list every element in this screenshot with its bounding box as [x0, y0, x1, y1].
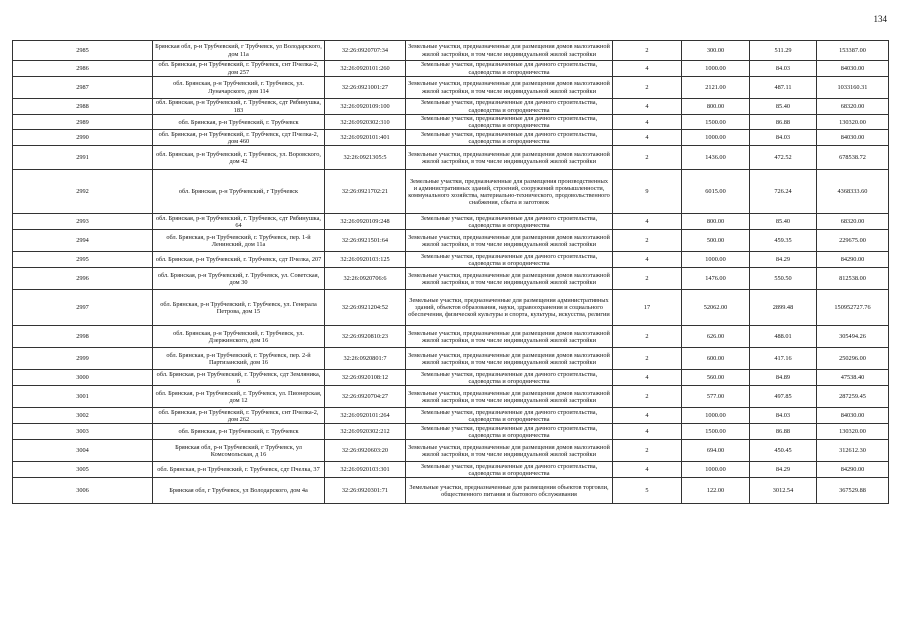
cell-address: обл. Брянская, р-н Трубчевский, г. Трубчевск, сдт Пчелка, 37 [153, 462, 325, 478]
cell-area: 1000.00 [682, 130, 750, 146]
cell-land-use: Земельные участки, предназначенные для дачного строительства, садоводства и огородничества [406, 252, 613, 268]
cell-cadastral-number: 32:26:0921204:52 [325, 290, 406, 326]
cell-number: 2989 [13, 115, 153, 130]
cell-area: 1476.00 [682, 268, 750, 290]
table-row [13, 440, 889, 462]
table-row [13, 115, 889, 130]
cell-specific-value: 450.45 [750, 440, 817, 462]
table-row [13, 386, 889, 408]
cell-cadastral-value: 150952727.76 [817, 290, 889, 326]
cell-specific-value: 459.35 [750, 230, 817, 252]
cell-specific-value: 488.01 [750, 326, 817, 348]
cell-cadastral-value: 4368333.60 [817, 170, 889, 214]
cell-specific-value: 726.24 [750, 170, 817, 214]
cell-land-use: Земельные участки, предназначенные для дачного строительства, садоводства и огородничества [406, 99, 613, 115]
cell-cadastral-value: 287259.45 [817, 386, 889, 408]
cell-land-use: Земельные участки, предназначенные для размещения производственных и административных зданий, строений, сооружений промышленности, коммунального хозяйства, материально-технического, продовольственного снабжения, сбыта и заготовок [406, 170, 613, 214]
cell-group: 2 [613, 41, 682, 61]
cell-address: обл. Брянская, р-н Трубчевский, г. Трубчевск, снт Пчелка-2, дом 257 [153, 61, 325, 77]
table-row [13, 146, 889, 170]
page-number: 134 [873, 14, 887, 24]
cell-number: 2993 [13, 214, 153, 230]
cell-land-use: Земельные участки, предназначенные для размещения домов малоэтажной жилой застройки, в том числе индивидуальной жилой застройки [406, 268, 613, 290]
cell-group: 2 [613, 386, 682, 408]
cell-cadastral-number: 32:26:0921001:27 [325, 77, 406, 99]
cell-group: 4 [613, 130, 682, 146]
cell-number: 3006 [13, 478, 153, 504]
cell-cadastral-value: 367529.88 [817, 478, 889, 504]
cell-group: 2 [613, 440, 682, 462]
cell-specific-value: 84.03 [750, 130, 817, 146]
table-row [13, 326, 889, 348]
cell-area: 577.00 [682, 386, 750, 408]
cell-cadastral-value: 305494.26 [817, 326, 889, 348]
cell-address: обл. Брянская, р-н Трубчевский, г. Трубчевск, сдт Рябинушка, 64 [153, 214, 325, 230]
cell-cadastral-value: 130320.00 [817, 115, 889, 130]
cell-group: 2 [613, 146, 682, 170]
table-row [13, 130, 889, 146]
cell-area: 500.00 [682, 230, 750, 252]
cell-group: 5 [613, 478, 682, 504]
cell-land-use: Земельные участки, предназначенные для дачного строительства, садоводства и огородничества [406, 370, 613, 386]
cell-cadastral-value: 47538.40 [817, 370, 889, 386]
cell-land-use: Земельные участки, предназначенные для размещения домов малоэтажной жилой застройки, в том числе индивидуальной жилой застройки [406, 41, 613, 61]
table-row [13, 478, 889, 504]
cell-group: 2 [613, 77, 682, 99]
cell-specific-value: 84.89 [750, 370, 817, 386]
cell-land-use: Земельные участки, предназначенные для дачного строительства, садоводства и огородничества [406, 61, 613, 77]
table-row [13, 408, 889, 424]
cell-cadastral-value: 84030.00 [817, 61, 889, 77]
cell-cadastral-number: 32:26:0920101:401 [325, 130, 406, 146]
cell-land-use: Земельные участки, предназначенные для размещения домов малоэтажной жилой застройки, в том числе индивидуальной жилой застройки [406, 326, 613, 348]
cell-cadastral-number: 32:26:0920707:34 [325, 41, 406, 61]
cell-group: 4 [613, 61, 682, 77]
cell-area: 1000.00 [682, 61, 750, 77]
cell-address: обл. Брянская, р-н Трубчевский, г. Трубчевск [153, 115, 325, 130]
table-row [13, 290, 889, 326]
cell-group: 2 [613, 326, 682, 348]
cell-number: 2995 [13, 252, 153, 268]
cell-address: обл. Брянская, р-н Трубчевский, г. Трубчевск, ул. Луначарского, дом 114 [153, 77, 325, 99]
cell-address: обл. Брянская, р-н Трубчевский, г. Трубчевск, сдт Пчелка-2, дом 460 [153, 130, 325, 146]
cell-cadastral-value: 84290.00 [817, 462, 889, 478]
cell-specific-value: 85.40 [750, 99, 817, 115]
cell-number: 3003 [13, 424, 153, 440]
cell-specific-value: 86.88 [750, 424, 817, 440]
table-row [13, 462, 889, 478]
cell-address: обл. Брянская, р-н Трубчевский, г. Трубчевск [153, 424, 325, 440]
cell-specific-value: 2899.48 [750, 290, 817, 326]
cell-cadastral-value: 812538.00 [817, 268, 889, 290]
cell-area: 1000.00 [682, 252, 750, 268]
cell-cadastral-number: 32:26:0920810:23 [325, 326, 406, 348]
cell-group: 9 [613, 170, 682, 214]
cell-specific-value: 487.11 [750, 77, 817, 99]
cell-land-use: Земельные участки, предназначенные для размещения домов малоэтажной жилой застройки, в том числе индивидуальной жилой застройки [406, 440, 613, 462]
cell-address: обл. Брянская, р-н Трубчевский, г. Трубчевск, ул. Пионерская, дом 12 [153, 386, 325, 408]
cell-number: 3000 [13, 370, 153, 386]
cell-group: 4 [613, 370, 682, 386]
cell-cadastral-value: 68320.00 [817, 99, 889, 115]
cell-address: обл. Брянская, р-н Трубчевский, г. Трубчевск, ул. Воровского, дом 42 [153, 146, 325, 170]
cell-cadastral-value: 153387.00 [817, 41, 889, 61]
cell-cadastral-number: 32:26:0920704:27 [325, 386, 406, 408]
cell-group: 2 [613, 230, 682, 252]
cell-specific-value: 84.29 [750, 252, 817, 268]
cell-number: 3002 [13, 408, 153, 424]
cell-number: 2998 [13, 326, 153, 348]
cell-cadastral-value: 84030.00 [817, 408, 889, 424]
cell-address: обл. Брянская, р-н Трубчевский, г. Трубчевск, ул. Дзержинского, дом 16 [153, 326, 325, 348]
table-row [13, 99, 889, 115]
cell-specific-value: 3012.54 [750, 478, 817, 504]
cell-cadastral-number: 32:26:0921702:21 [325, 170, 406, 214]
cell-land-use: Земельные участки, предназначенные для размещения домов малоэтажной жилой застройки, в том числе индивидуальной жилой застройки [406, 386, 613, 408]
cell-number: 2997 [13, 290, 153, 326]
cell-group: 4 [613, 424, 682, 440]
cell-cadastral-number: 32:26:0920801:7 [325, 348, 406, 370]
cell-cadastral-number: 32:26:0920109:100 [325, 99, 406, 115]
cell-number: 3004 [13, 440, 153, 462]
table-row [13, 230, 889, 252]
cell-cadastral-number: 32:26:0920706:6 [325, 268, 406, 290]
cell-cadastral-number: 32:26:0920301:71 [325, 478, 406, 504]
cell-area: 626.00 [682, 326, 750, 348]
cell-cadastral-number: 32:26:0920302:212 [325, 424, 406, 440]
cell-cadastral-number: 32:26:0920101:260 [325, 61, 406, 77]
cell-land-use: Земельные участки, предназначенные для размещения домов малоэтажной жилой застройки, в том числе индивидуальной жилой застройки [406, 348, 613, 370]
cell-land-use: Земельные участки, предназначенные для размещения административных зданий, объектов образования, науки, здравоохранения и социального обеспечения, физической культуры и спорта, культуры, искусства, религии [406, 290, 613, 326]
cell-address: Брянская обл, г Трубчевск, ул Володарского, дом 4а [153, 478, 325, 504]
cell-number: 2996 [13, 268, 153, 290]
cell-number: 2991 [13, 146, 153, 170]
table-row [13, 61, 889, 77]
cell-cadastral-number: 32:26:0920603:20 [325, 440, 406, 462]
cell-specific-value: 472.52 [750, 146, 817, 170]
cell-address: обл. Брянская, р-н Трубчевский, г Трубчевск [153, 170, 325, 214]
cell-address: обл. Брянская, р-н Трубчевский, г. Трубчевск, ул. Советская, дом 30 [153, 268, 325, 290]
cell-cadastral-value: 678538.72 [817, 146, 889, 170]
cell-address: обл. Брянская, р-н Трубчевский, г. Трубчевск, сдт Рябинушка, 183 [153, 99, 325, 115]
cell-cadastral-value: 130320.00 [817, 424, 889, 440]
cell-number: 2990 [13, 130, 153, 146]
cell-area: 560.00 [682, 370, 750, 386]
cell-group: 4 [613, 99, 682, 115]
table-row [13, 214, 889, 230]
cell-address: обл. Брянская, р-н Трубчевский, г. Трубчевск, сдт Земляника, 6 [153, 370, 325, 386]
table-row [13, 170, 889, 214]
table-row [13, 268, 889, 290]
cell-number: 2988 [13, 99, 153, 115]
cell-address: обл. Брянская, р-н Трубчевский, г. Трубчевск, сдт Пчелка, 207 [153, 252, 325, 268]
cell-area: 694.00 [682, 440, 750, 462]
cell-area: 52062.00 [682, 290, 750, 326]
cell-specific-value: 86.88 [750, 115, 817, 130]
cell-cadastral-value: 68320.00 [817, 214, 889, 230]
table-row [13, 424, 889, 440]
table-row [13, 348, 889, 370]
cell-area: 1500.00 [682, 424, 750, 440]
cell-area: 1436.00 [682, 146, 750, 170]
cell-land-use: Земельные участки, предназначенные для размещения домов малоэтажной жилой застройки, в том числе индивидуальной жилой застройки [406, 230, 613, 252]
table-row [13, 77, 889, 99]
cell-area: 6015.00 [682, 170, 750, 214]
table-row [13, 370, 889, 386]
cell-specific-value: 497.85 [750, 386, 817, 408]
cell-group: 2 [613, 348, 682, 370]
cell-number: 2994 [13, 230, 153, 252]
cell-area: 1500.00 [682, 115, 750, 130]
cell-area: 1000.00 [682, 408, 750, 424]
cell-group: 4 [613, 214, 682, 230]
cell-area: 600.00 [682, 348, 750, 370]
cell-specific-value: 84.29 [750, 462, 817, 478]
cell-address: Брянская обл, р-н Трубчевский, г Трубчевск, ул Володарского, дом 11а [153, 41, 325, 61]
table-row [13, 41, 889, 61]
cell-number: 3005 [13, 462, 153, 478]
cell-address: обл. Брянская, р-н Трубчевский, г. Трубчевск, пер. 1-й Ленинский, дом 11а [153, 230, 325, 252]
cell-group: 4 [613, 408, 682, 424]
cell-land-use: Земельные участки, предназначенные для размещения домов малоэтажной жилой застройки, в том числе индивидуальной жилой застройки [406, 77, 613, 99]
cell-number: 2986 [13, 61, 153, 77]
cell-cadastral-number: 32:26:0920109:248 [325, 214, 406, 230]
cell-area: 300.00 [682, 41, 750, 61]
cell-specific-value: 511.29 [750, 41, 817, 61]
cell-number: 2987 [13, 77, 153, 99]
cell-area: 800.00 [682, 99, 750, 115]
cell-cadastral-value: 1033160.31 [817, 77, 889, 99]
cell-cadastral-number: 32:26:0920103:301 [325, 462, 406, 478]
cell-land-use: Земельные участки, предназначенные для дачного строительства, садоводства и огородничества [406, 462, 613, 478]
cell-address: Брянская обл, р-н Трубчевский, г Трубчевск, ул Комсомольская, д 16 [153, 440, 325, 462]
cell-cadastral-value: 84290.00 [817, 252, 889, 268]
cell-land-use: Земельные участки, предназначенные для размещения домов малоэтажной жилой застройки, в том числе индивидуальной жилой застройки [406, 146, 613, 170]
cell-cadastral-value: 250296.00 [817, 348, 889, 370]
cell-land-use: Земельные участки, предназначенные для дачного строительства, садоводства и огородничества [406, 424, 613, 440]
cell-land-use: Земельные участки, предназначенные для размещения объектов торговли, общественного питания и бытового обслуживания [406, 478, 613, 504]
cell-cadastral-number: 32:26:0920103:125 [325, 252, 406, 268]
cell-area: 2121.00 [682, 77, 750, 99]
land-registry-table [12, 40, 889, 504]
cell-specific-value: 84.03 [750, 408, 817, 424]
cell-land-use: Земельные участки, предназначенные для дачного строительства, садоводства и огородничества [406, 408, 613, 424]
cell-land-use: Земельные участки, предназначенные для дачного строительства, садоводства и огородничества [406, 130, 613, 146]
cell-cadastral-value: 84030.00 [817, 130, 889, 146]
cell-group: 4 [613, 462, 682, 478]
cell-area: 122.00 [682, 478, 750, 504]
cell-address: обл. Брянская, р-н Трубчевский, г. Трубчевск, ул. Генерала Петрова, дом 15 [153, 290, 325, 326]
cell-specific-value: 85.40 [750, 214, 817, 230]
cell-cadastral-number: 32:26:0921501:64 [325, 230, 406, 252]
cell-number: 3001 [13, 386, 153, 408]
cell-specific-value: 417.16 [750, 348, 817, 370]
cell-area: 800.00 [682, 214, 750, 230]
cell-cadastral-value: 229675.00 [817, 230, 889, 252]
cell-cadastral-number: 32:26:0921305:5 [325, 146, 406, 170]
cell-group: 17 [613, 290, 682, 326]
cell-cadastral-number: 32:26:0920101:264 [325, 408, 406, 424]
cell-cadastral-number: 32:26:0920302:310 [325, 115, 406, 130]
cell-area: 1000.00 [682, 462, 750, 478]
cell-group: 4 [613, 115, 682, 130]
cell-specific-value: 84.03 [750, 61, 817, 77]
cell-number: 2985 [13, 41, 153, 61]
cell-cadastral-value: 312612.30 [817, 440, 889, 462]
cell-group: 2 [613, 268, 682, 290]
cell-number: 2992 [13, 170, 153, 214]
cell-land-use: Земельные участки, предназначенные для дачного строительства, садоводства и огородничества [406, 214, 613, 230]
cell-address: обл. Брянская, р-н Трубчевский, г. Трубчевск, снт Пчелка-2, дом 262 [153, 408, 325, 424]
cell-cadastral-number: 32:26:0920108:12 [325, 370, 406, 386]
cell-land-use: Земельные участки, предназначенные для дачного строительства, садоводства и огородничества [406, 115, 613, 130]
cell-address: обл. Брянская, р-н Трубчевский, г. Трубчевск, пер. 2-й Партизанский, дом 16 [153, 348, 325, 370]
table-row [13, 252, 889, 268]
cell-number: 2999 [13, 348, 153, 370]
cell-specific-value: 550.50 [750, 268, 817, 290]
cell-group: 4 [613, 252, 682, 268]
